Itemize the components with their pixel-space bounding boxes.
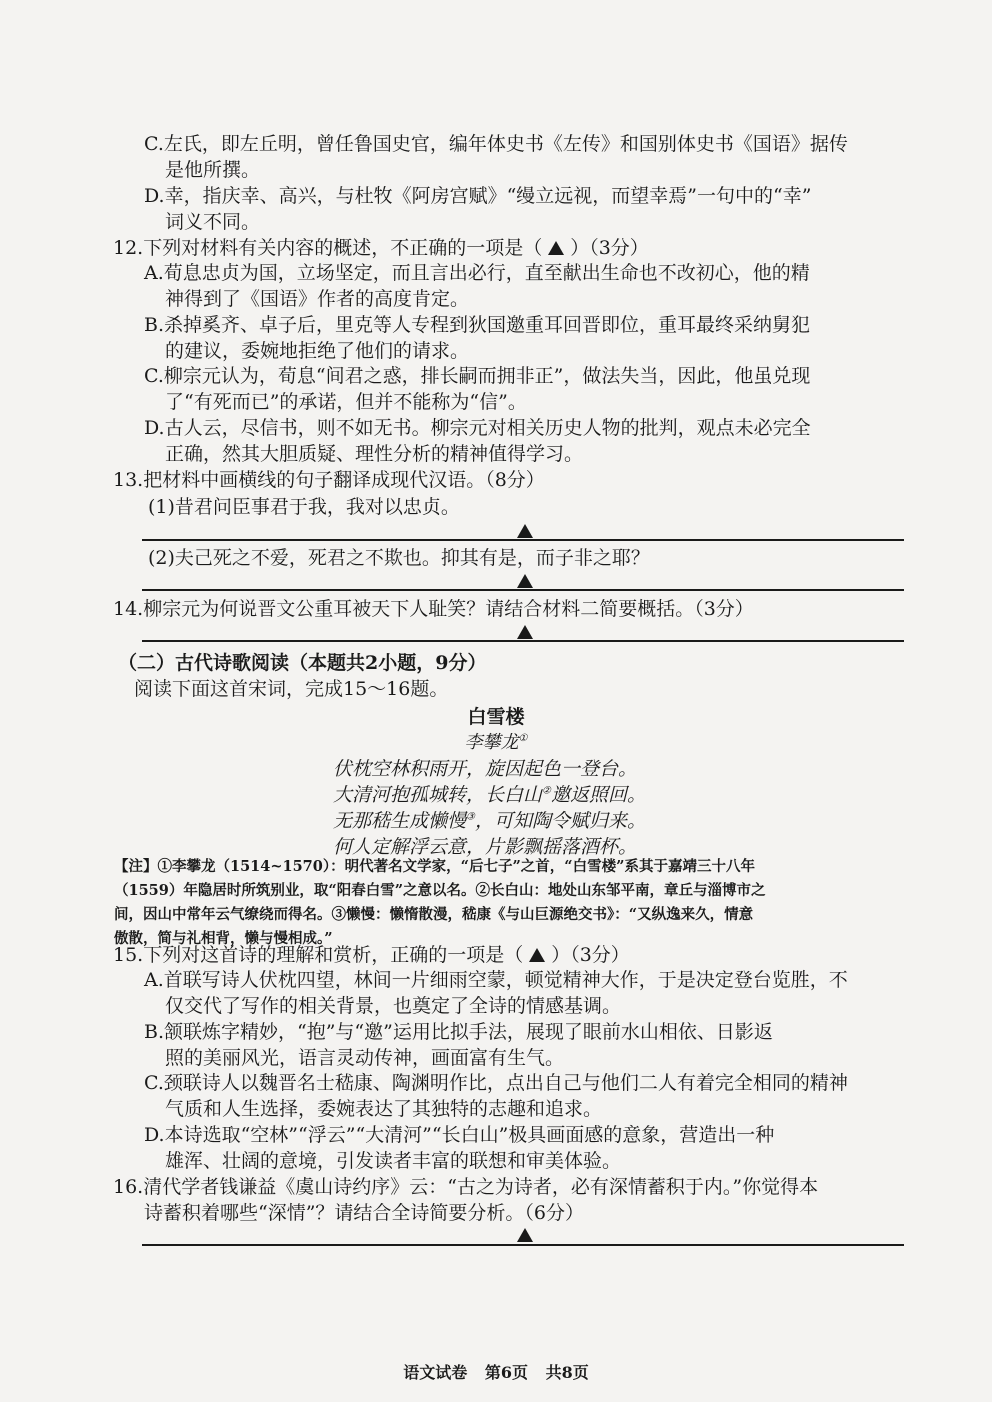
q15-option-d-line2: 雄浑、壮阔的意境，引发读者丰富的联想和审美体验。 [165, 1150, 622, 1172]
q15-option-c-line1: C.颈联诗人以魏晋名士嵇康、陶渊明作比，点出自己与他们二人有着完全相同的精神 [144, 1072, 848, 1094]
q15-option-c-line2: 气质和人生选择，委婉表达了其独特的志趣和追求。 [165, 1098, 603, 1120]
q12-option-d-line1: D.古人云，尽信书，则不如无书。柳宗元对相关历史人物的批判，观点未必完全 [144, 417, 811, 439]
q11-option-c-line2: 是他所撰。 [165, 159, 261, 181]
q14-answer-line[interactable] [142, 640, 904, 642]
answer-triangle-icon [517, 625, 533, 639]
q15-stem [113, 942, 630, 968]
answer-blank-triangle-icon [548, 241, 564, 255]
q13-sub2: (2)夫己死之不爱，死君之不欺也。抑其有是，而子非之耶？ [148, 547, 650, 569]
q15-option-a-line2: 仅交代了写作的相关背景，也奠定了全诗的情感基调。 [165, 995, 622, 1017]
section-intro: 阅读下面这首宋词，完成15～16题。 [134, 678, 449, 700]
answer-triangle-icon [517, 574, 533, 588]
q16-answer-line[interactable] [142, 1244, 904, 1246]
q11-option-d-line1: D.幸，指庆幸、高兴，与杜牧《阿房宫赋》“缦立远视，而望幸焉”一句中的“幸” [144, 185, 812, 207]
q12-option-b-line1: B.杀掉奚齐、卓子后，里克等人专程到狄国邀重耳回晋即位，重耳最终采纳舅犯 [144, 314, 811, 336]
poem-line-1: 伏枕空林积雨开，旋因起色一登台。 [333, 758, 638, 780]
q11-option-d-line2: 词义不同。 [165, 211, 261, 233]
poem-line-4: 何人定解浮云意，片影飘摇落酒杯。 [333, 836, 638, 858]
q11-option-c-line1: C.左氏，即左丘明，曾任鲁国史官，编年体史书《左传》和国别体史书《国语》据传 [144, 133, 848, 155]
footer-subject: 语文试卷 [403, 1363, 468, 1382]
poem-line-2-b: 邀返照回。 [550, 784, 646, 806]
q13-stem: 13.把材料中画横线的句子翻译成现代汉语。（8分） [113, 469, 545, 491]
q16-stem-line1: 16.清代学者钱谦益《虞山诗约序》云：“古之为诗者，必有深情蓄积于内。”你觉得本 [113, 1176, 819, 1198]
poem-author-name: 李攀龙 [464, 732, 519, 753]
q12-stem-score: ）（3分） [570, 237, 649, 259]
q13-sub1: (1)昔君问臣事君于我，我对以忠贞。 [148, 496, 460, 518]
poem-line-3-a: 无那嵇生成懒慢 [333, 810, 467, 832]
q13-sub1-answer-line[interactable] [142, 539, 904, 541]
q15-option-a-line1: A.首联写诗人伏枕四望，林间一片细雨空蒙，顿觉精神大作，于是决定登台览胜，不 [144, 969, 848, 991]
q15-stem-score: ）（3分） [551, 944, 630, 966]
q15-stem-text: 15.下列对这首诗的理解和赏析，正确的一项是（ [113, 944, 524, 966]
q15-option-b-line2: 照的美丽风光，语言灵动传神，画面富有生气。 [165, 1047, 565, 1069]
q15-option-b-line1: B.颔联炼字精妙，“抱”与“邀”运用比拟手法，展现了眼前水山相依、日影返 [144, 1021, 773, 1043]
q14-stem: 14.柳宗元为何说晋文公重耳被天下人耻笑？请结合材料二简要概括。（3分） [113, 598, 754, 620]
poem-line-3-b: ，可知陶令赋归来。 [474, 810, 646, 832]
poem-title: 白雪楼 [467, 706, 525, 728]
footer-total-pages: 共8页 [545, 1363, 589, 1382]
poem-note-line2: （1559）年隐居时所筑别业，取“阳春白雪”之意以名。②长白山：地处山东邹平南，章丘与淄博市之 [114, 882, 766, 899]
q12-option-a-line2: 神得到了《国语》作者的高度肯定。 [165, 288, 470, 310]
q12-option-a-line1: A.荀息忠贞为国，立场坚定，而且言出必行，直至献出生命也不改初心，他的精 [144, 262, 810, 284]
q12-stem [113, 235, 649, 261]
q16-stem-line2: 诗蓄积着哪些“深情”？请结合全诗简要分析。（6分） [144, 1202, 585, 1224]
q12-option-d-line2: 正确，然其大胆质疑、理性分析的精神值得学习。 [165, 443, 584, 465]
section-heading: （二）古代诗歌阅读（本题共2小题，9分） [118, 652, 487, 674]
footnote-marker: ③ [466, 811, 475, 823]
q15-option-d-line1: D.本诗选取“空林”“浮云”“大清河”“长白山”极具画面感的意象，营造出一种 [144, 1124, 775, 1146]
page-footer [0, 1360, 992, 1383]
poem-line-2-a: 大清河抱孤城转，长白山 [333, 784, 543, 806]
answer-blank-triangle-icon [529, 948, 545, 962]
poem-note-line1: 【注】①李攀龙（1514~1570）：明代著名文学家，“后七子”之首，“白雪楼”系其于嘉靖三十八年 [114, 858, 755, 875]
q13-sub2-answer-line[interactable] [142, 589, 904, 591]
q12-option-b-line2: 的建议，委婉地拒绝了他们的请求。 [165, 340, 470, 362]
poem-line-2 [333, 780, 646, 807]
q12-option-c-line2: 了“有死而已”的承诺，但并不能称为“信”。 [165, 391, 527, 413]
poem-note-line3: 间，因山中常年云气缭绕而得名。③懒慢：懒惰散漫，嵇康《与山巨源绝交书》：“又纵逸来久，情意 [114, 906, 754, 923]
poem-author [0, 728, 992, 754]
poem-note-line4: 傲散，简与礼相背，懒与慢相成。” [114, 930, 333, 947]
footnote-marker: ① [518, 733, 528, 744]
footnote-marker: ② [542, 785, 551, 797]
answer-triangle-icon [517, 524, 533, 538]
answer-triangle-icon [517, 1228, 533, 1242]
poem-line-3 [333, 806, 646, 833]
q12-option-c-line1: C.柳宗元认为，荀息“间君之惑，排长嗣而拥非正”，做法失当，因此，他虽兑现 [144, 365, 811, 387]
q12-stem-text: 12.下列对材料有关内容的概述，不正确的一项是（ [113, 237, 543, 259]
footer-page-number: 第6页 [484, 1363, 528, 1382]
